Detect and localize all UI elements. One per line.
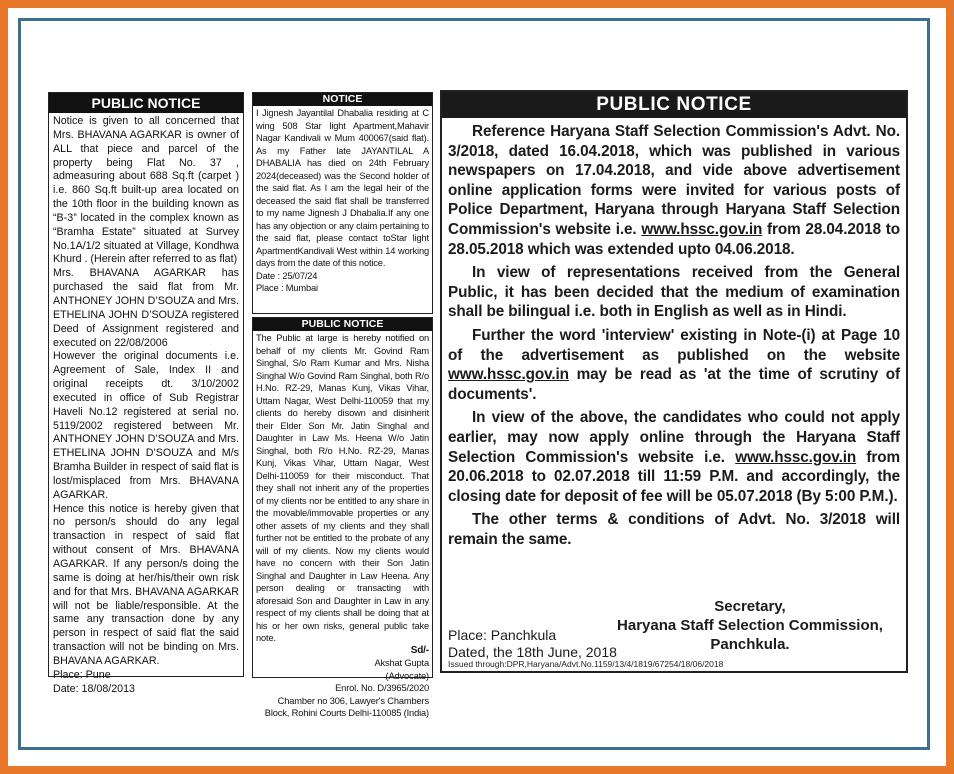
notice-paragraph: Reference Haryana Staff Selection Commission's Advt. No. 3/2018, dated 16.04.2018, which was published in various newspapers on 17.04.2018, and vide above advertisement online application forms were invited for various posts of Police Department, Haryana through Haryana Staff Selection Commission's website i.e. www.hssc.gov.in from 28.04.2018 to 28.05.2018 which was extended upto 04.06.2018. — [448, 123, 900, 258]
notice-paragraph: Mrs. BHAVANA AGARKAR has purchased the said flat from Mr. ANTHONEY JOHN D’SOUZA and Mrs. ETHELINA JOHN D’SOUZA registered Deed of Assignment registered and executed on 22/08/2006 — [53, 267, 239, 349]
notice-date: Date : 25/07/24 — [256, 270, 318, 281]
public-notice-singhal — [252, 317, 433, 718]
notice-place: Place: Pune — [53, 668, 111, 681]
notice-title: NOTICE — [253, 93, 432, 106]
notice-place: Place : Mumbai — [256, 283, 318, 293]
notice-paragraph: Notice is given to all concerned that Mrs. BHAVANA AGARKAR is owner of ALL that piece and parcel of the property being Flat No. 37 , admeasuring about 688 Sq.ft (carpet ) i.e. 860 Sq.ft built-up area located on the 10th floor in the building known as “B-3” located in the complex known as “Bramha Estate” situated at Survey No.1A/1/2 situated at Village, Kondhwa Khurd . (Herein after referred to as flat) — [53, 115, 239, 266]
notice-paragraph: Further the word 'interview' existing in Note-(i) at Page 10 of the advertisement as published on the website www.hssc.gov.in may be read as 'at the time of scrutiny of documents'. — [448, 326, 900, 403]
hssc-link[interactable]: www.hssc.gov.in — [641, 220, 763, 238]
notice-body: I Jignesh Jayantilal Dhabalia residing at C wing 508 Star light Apartment,Mahavir Nagar Kandivali w Mum 400067(said flat). As my Father late JAYANTILAL A DHABALIA has died on 24th February 2024(deceased) was the Second holder of the said flat. As I am the legal heir of the deceased the said flat shall be transferred to my name Jignesh J Dhabalia.If any one has any objection or any claim pertaining to the said flat, please contact toStar light ApartmentKandivali West within 14 working days from the date of this notice. — [256, 108, 429, 268]
notice-dhabalia — [252, 92, 433, 314]
signatory-line: Chamber no 306, Lawyer's Chambers — [277, 695, 429, 706]
notice-paragraph: The other terms & conditions of Advt. No. 3/2018 will remain the same. — [448, 511, 900, 548]
signature-block: Secretary, Haryana Staff Selection Commission, Panchkula. — [617, 598, 883, 653]
notice-paragraph: Hence this notice is hereby given that no person/s should do any legal transaction in respect of said flat without consent of Mrs. BHAVANA AGARKAR. If any person/s doing the same is doing at her/his/their own risk and for that Mrs. BHAVANA AGARKAR will not be liable/responsible. At the same any transaction done by any person in respect of said flat the said transaction will not be binding on Mrs. BHAVANA AGARKAR. — [53, 502, 239, 667]
notice-title: PUBLIC NOTICE — [49, 93, 243, 113]
public-notice-bhavana — [48, 92, 244, 695]
notice-paragraph: In view of the above, the candidates who could not apply earlier, may now apply online through the Haryana Staff Selection Commission's website i.e. www.hssc.gov.in from 20.06.2018 to 02.07.2018 till 11:59 P.M. and accordingly, the closing date for deposit of fee will be 05.07.2018 (By 5:00 P.M.). — [448, 409, 900, 505]
notice-paragraph: In view of representations received from the General Public, it has been decided that the medium of examination shall be bilingual i.e. both in English as well as in Hindi. — [448, 264, 900, 321]
hssc-link[interactable]: www.hssc.gov.in — [448, 366, 569, 384]
place-date: Place: Panchkula Dated, the 18th June, 2018 — [448, 627, 617, 660]
signatory-line: Block, Rohini Courts Delhi-110085 (India) — [264, 708, 429, 718]
signatory-line: (Advocate) — [385, 670, 429, 681]
sd-mark: Sd/- — [410, 644, 429, 656]
notice-paragraph: However the original documents i.e. Agreement of Sale, Index II and original receipts dt. 3/10/2002 executed in office of Sub Registrar Haveli No.12 registered at serial no. 5119/2002 registered between Mr. ANTHONEY JOHN D’SOUZA and Mrs. ETHELINA JOHN D’SOUZA and M/s Bramha Builder in respect of said flat is lost/misplaced from Mrs. BHAVANA AGARKAR. — [53, 350, 239, 501]
notice-title: PUBLIC NOTICE — [596, 94, 752, 115]
signatory-line: Enrol. No. D/3965/2020 — [335, 683, 429, 693]
notice-title: PUBLIC NOTICE — [253, 318, 432, 331]
notice-body: The Public at large is hereby notified on behalf of my clients Mr. Govind Ram Singhal, S/o Ram Kumar and Mrs. Nisha Singhal W/o Govind Ram Singhal, both R/o H.No. RZ-29, Manas Kunj, Vikas Vihar, Uttam Nagar, West Delhi-110059 that my clients do hereby disown and disinherit their Elder Son Mr. Jatin Singhal and Daughter in Law Ms. Heena W/o Jatin Singhal, both R/o H.No. RZ-29, Manas Kunj, Vikas Vihar, Uttam Nagar, West Delhi-110059 for their misconduct. That they shall not inherit any of the properties of my clients nor be entitled to any share in the movable/immovable properties or any other assets of my clients and they shall further not be entitled to the probate of any will of my clients. Now my clients would have no concern with their Son Jatin Singhal and Daughter in Law Heena. Any person dealing or transacting with aforesaid Son and Daughter in Law in any respect of my clients shall be doing that at his or her own risks, general public take note. — [256, 333, 429, 643]
signatory-line: Akshat Gupta — [374, 658, 429, 668]
notice-date: Date: 18/08/2013 — [53, 682, 136, 695]
public-notice-hssc — [440, 90, 908, 673]
issued-through: Issued through:DPR,Haryana/Advt.No.1159/13/4/1819/67254/18/06/2018 — [448, 659, 724, 669]
hssc-link[interactable]: www.hssc.gov.in — [735, 448, 857, 466]
